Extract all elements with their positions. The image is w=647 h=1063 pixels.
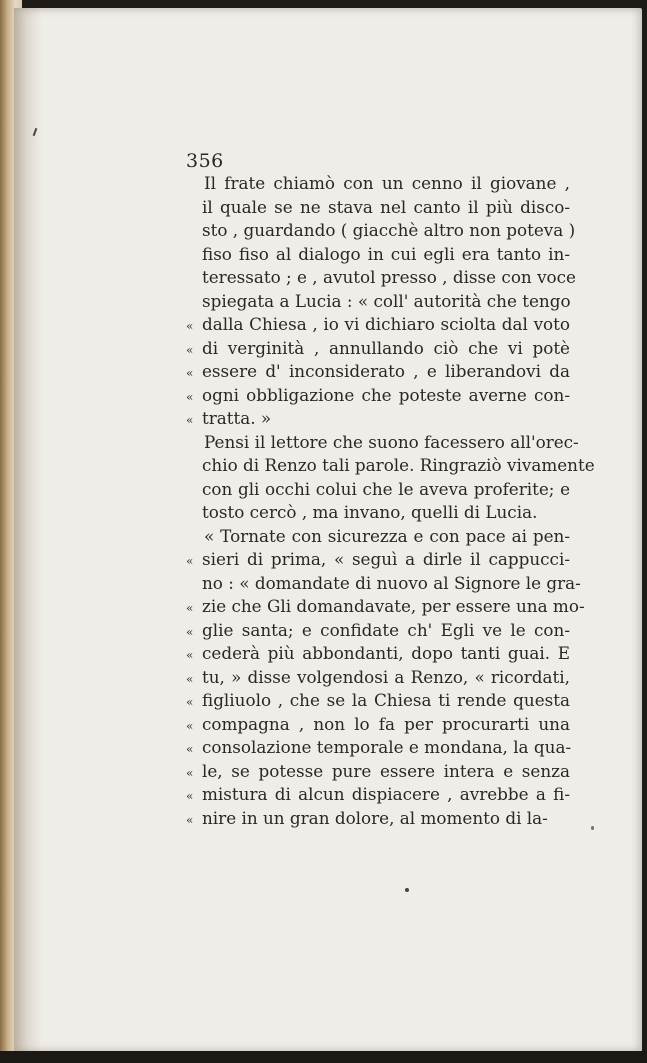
line-text: teressato ; e , avutol presso , disse con voce: [202, 267, 576, 287]
line-text: Il frate chiamò con un cenno il giovane ,: [204, 173, 570, 193]
text-line: [186, 619, 570, 643]
text-line: [186, 454, 595, 478]
line-text: fiso fiso al dialogo in cui egli era tanto in-: [202, 243, 570, 264]
line-text: cederà più abbondanti, dopo tanti guai. E: [202, 643, 570, 663]
line-text: mistura di alcun dispiacere , avrebbe a fi-: [202, 784, 570, 804]
text-line: [186, 595, 585, 619]
text-line: [186, 713, 570, 737]
quote-mark: «: [186, 366, 194, 380]
quote-mark: «: [186, 389, 194, 404]
line-text: no : « domandate di nuovo al Signore le gra-: [202, 572, 581, 593]
quote-mark: «: [186, 648, 194, 662]
line-text: essere d' inconsiderato , e liberandovi da: [202, 361, 570, 381]
quote-mark: «: [186, 413, 194, 427]
quote-mark: «: [186, 554, 194, 568]
text-line: [186, 337, 570, 361]
quote-mark: «: [186, 765, 194, 780]
text-line: [186, 384, 570, 408]
fold-shadow: [14, 8, 42, 1052]
text-line: [186, 548, 570, 572]
line-text: tosto cercò , ma invano, quelli di Lucia.: [202, 502, 538, 522]
text-line: [186, 642, 570, 666]
line-text: « Tornate con sicurezza e con pace ai pen-: [204, 525, 570, 546]
text-line: [186, 407, 570, 431]
quote-mark: «: [186, 671, 194, 686]
text-line: [186, 266, 576, 290]
text-line: [186, 689, 570, 713]
text-line: [186, 572, 581, 596]
line-text: con gli occhi colui che le aveva proferite; e: [202, 478, 570, 499]
quote-mark: «: [186, 742, 194, 756]
text-line: [186, 219, 576, 243]
line-text: spiegata a Lucia : « coll' autorità che tengo: [202, 290, 571, 311]
line-text: tratta. »: [202, 408, 272, 428]
text-line: [186, 783, 570, 807]
line-text: Pensi il lettore che suono facessero all'orec-: [204, 431, 579, 452]
line-text: zie che Gli domandavate, per essere una mo-: [202, 596, 585, 616]
text-line: [186, 431, 579, 455]
line-text: nire in un gran dolore, al momento di la-: [202, 807, 548, 828]
line-text: figliuolo , che se la Chiesa ti rende questa: [202, 690, 570, 710]
text-line: [186, 290, 570, 314]
text-line: [186, 501, 570, 525]
line-text: ogni obbligazione che poteste averne con-: [202, 384, 570, 405]
quote-mark: «: [186, 601, 194, 615]
line-text: sto , guardando ( giacchè altro non poteva ): [202, 220, 576, 240]
page-number: 356: [186, 150, 224, 172]
text-line: [186, 760, 570, 784]
line-text: tu, » disse volgendosi a Renzo, « ricordati,: [202, 666, 570, 687]
text-line: [186, 172, 570, 196]
quote-mark: «: [186, 342, 194, 357]
ink-speck: [591, 826, 594, 830]
quote-mark: «: [186, 812, 194, 827]
quote-mark: «: [186, 695, 194, 709]
text-line: [186, 807, 570, 831]
page-bottom-edge: [0, 1051, 647, 1063]
ink-speck: [405, 888, 409, 892]
text-line: [186, 478, 570, 502]
quote-mark: «: [186, 319, 194, 333]
line-text: dalla Chiesa , io vi dichiaro sciolta dal voto: [202, 314, 570, 334]
body-text: [186, 172, 595, 830]
line-text: il quale se ne stava nel canto il più disco-: [202, 196, 570, 217]
text-line: [186, 360, 570, 384]
text-line: [186, 243, 570, 267]
line-text: sieri di prima, « seguì a dirle il cappucci-: [202, 549, 570, 569]
line-text: glie santa; e confidate ch' Egli ve le con-: [202, 619, 570, 640]
line-text: consolazione temporale e mondana, la qua-: [202, 737, 572, 757]
line-text: le, se potesse pure essere intera e senza: [202, 760, 570, 781]
text-line: [186, 666, 570, 690]
quote-mark: «: [186, 789, 194, 803]
line-text: compagna , non lo fa per procurarti una: [202, 713, 570, 734]
text-line: [186, 313, 570, 337]
line-text: chio di Renzo tali parole. Ringraziò vivamente: [202, 455, 595, 475]
text-line: [186, 736, 570, 760]
line-text: di verginità , annullando ciò che vi potè: [202, 337, 570, 358]
text-line: [186, 525, 570, 549]
text-line: [186, 196, 570, 220]
quote-mark: «: [186, 624, 194, 639]
quote-mark: «: [186, 718, 194, 733]
